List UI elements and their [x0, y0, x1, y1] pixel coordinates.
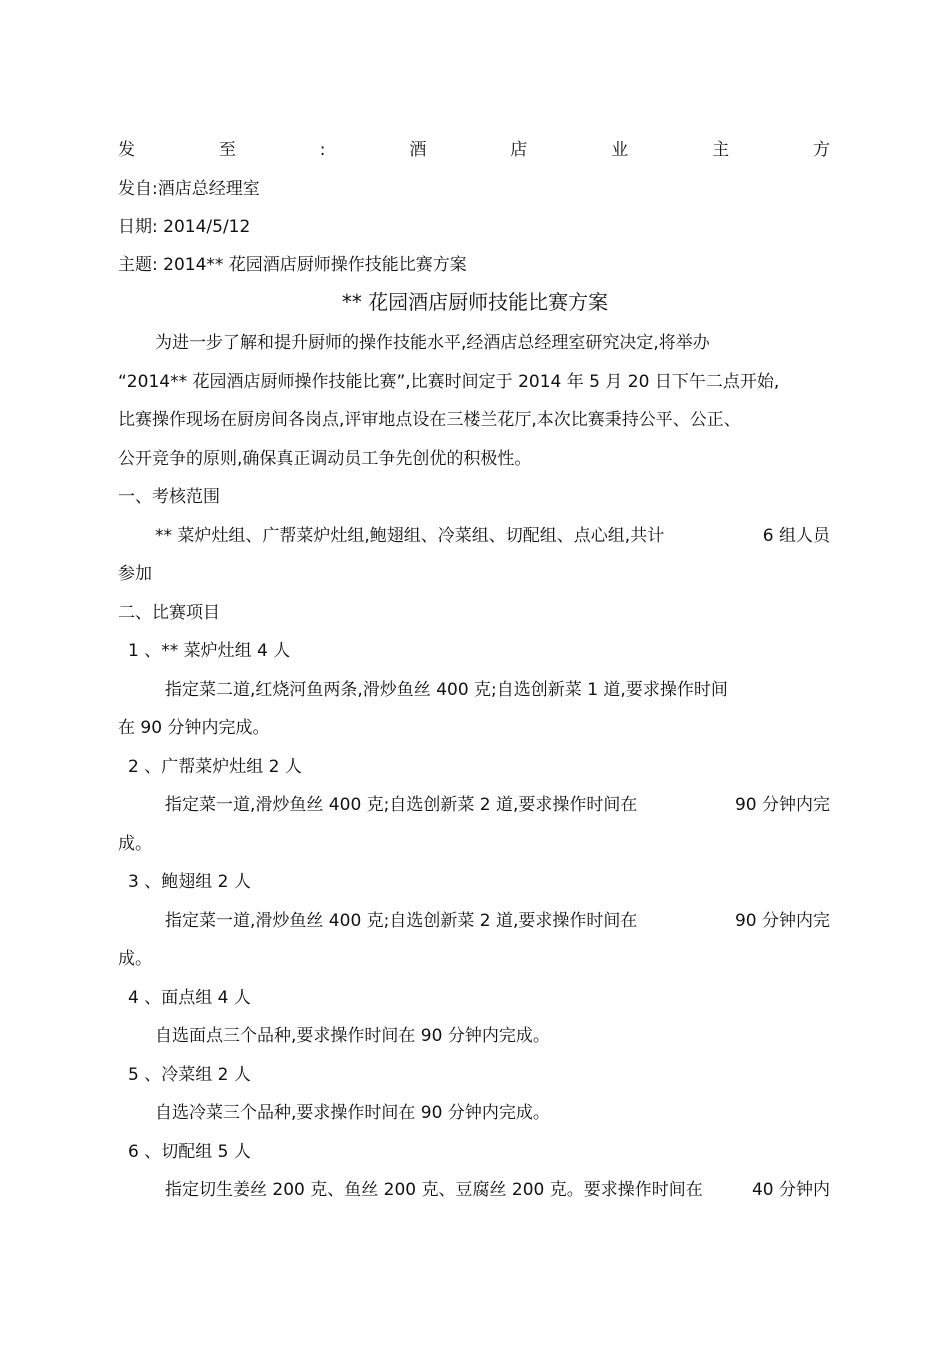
section-body-left: ** 菜炉灶组、广帮菜炉灶组,鲍翅组、冷菜组、切配组、点心组,共计: [155, 526, 665, 546]
item-desc: 自选面点三个品种,要求操作时间在 90 分钟内完成。: [155, 1026, 550, 1046]
header-to-line: [118, 138, 830, 162]
header-to-char: 业: [611, 140, 629, 160]
intro-line: 比赛操作现场在厨房间各岗点,评审地点设在三楼兰花厅,本次比赛秉持公平、公正、: [118, 410, 741, 430]
header-to-char: :: [319, 140, 326, 160]
header-to-char: 酒: [409, 140, 427, 160]
item-desc-cont: 成。: [118, 949, 152, 969]
section-body-cont: 参加: [118, 564, 152, 584]
item-label: 2 、广帮菜炉灶组 2 人: [128, 757, 302, 777]
item-label: 1 、** 菜炉灶组 4 人: [128, 641, 291, 661]
item-desc-right: 90 分钟内完: [734, 795, 830, 815]
item-desc-left: 指定切生姜丝 200 克、鱼丝 200 克、豆腐丝 200 克。要求操作时间在: [165, 1180, 703, 1200]
header-to-char: 店: [510, 140, 528, 160]
item-desc-cont: 在 90 分钟内完成。: [118, 718, 270, 738]
item-desc: [165, 909, 830, 933]
item-label: 3 、鲍翅组 2 人: [128, 872, 251, 892]
section-heading: 一、考核范围: [118, 487, 220, 507]
header-to-char: 至: [218, 140, 236, 160]
section-heading: 二、比赛项目: [118, 603, 220, 623]
item-desc: 指定菜二道,红烧河鱼两条,滑炒鱼丝 400 克;自选创新菜 1 道,要求操作时间: [165, 680, 728, 700]
header-to-char: 方: [812, 140, 830, 160]
item-desc: [165, 1178, 830, 1202]
section-body-right: 6 组人员: [762, 526, 830, 546]
item-desc: [165, 793, 830, 817]
intro-line: 公开竞争的原则,确保真正调动员工争先创优的积极性。: [118, 449, 532, 469]
header-subject: 主题: 2014** 花园酒店厨师操作技能比赛方案: [118, 255, 467, 275]
item-label: 6 、切配组 5 人: [128, 1142, 251, 1162]
item-desc-left: 指定菜一道,滑炒鱼丝 400 克;自选创新菜 2 道,要求操作时间在: [165, 911, 638, 931]
section-body-line: [155, 524, 830, 548]
intro-line: “2014** 花园酒店厨师操作技能比赛”,比赛时间定于 2014 年 5 月 20 日下午二点开始,: [118, 372, 780, 392]
item-desc-right: 40 分钟内: [751, 1180, 830, 1200]
intro-line: 为进一步了解和提升厨师的操作技能水平,经酒店总经理室研究决定,将举办: [155, 333, 710, 353]
header-to-char: 发: [118, 140, 135, 160]
header-date: 日期: 2014/5/12: [118, 217, 251, 237]
item-desc: 自选冷菜三个品种,要求操作时间在 90 分钟内完成。: [155, 1103, 550, 1123]
header-from: 发自:酒店总经理室: [118, 179, 260, 199]
item-desc-left: 指定菜一道,滑炒鱼丝 400 克;自选创新菜 2 道,要求操作时间在: [165, 795, 638, 815]
document-title: ** 花园酒店厨师技能比赛方案: [341, 290, 609, 314]
item-label: 4 、面点组 4 人: [128, 988, 251, 1008]
item-desc-right: 90 分钟内完: [734, 911, 830, 931]
header-to-char: 主: [712, 140, 730, 160]
item-desc-cont: 成。: [118, 834, 152, 854]
item-label: 5 、冷菜组 2 人: [128, 1065, 251, 1085]
